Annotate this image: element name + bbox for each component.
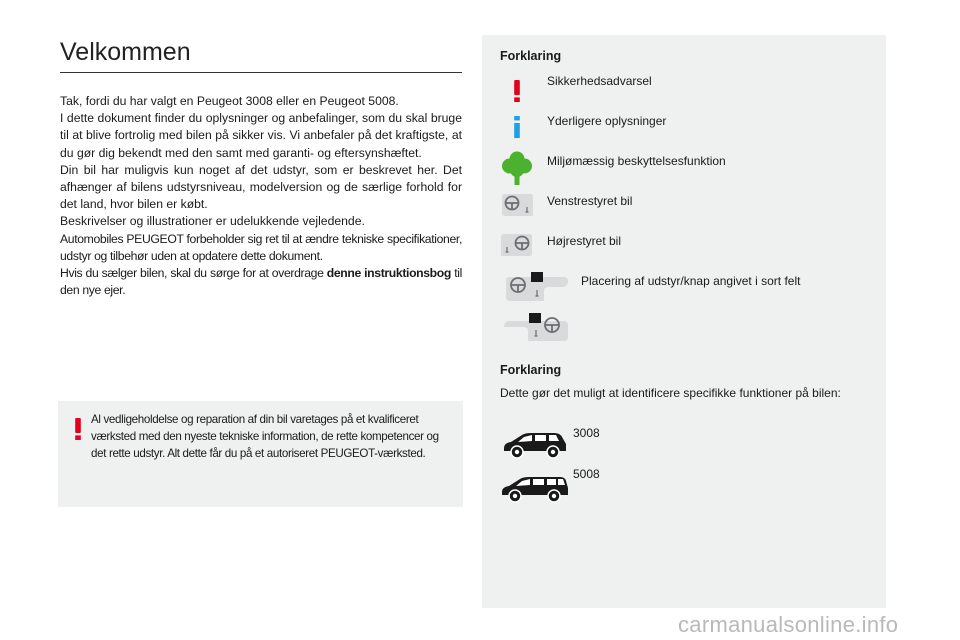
exclamation-icon <box>74 418 82 440</box>
intro-paragraph-3: Din bil har muligvis kun noget af det udstyr, som er beskrevet her. Det afhænger af bilens udstyrsniveau, modelversion og de særlige forhold for det land, hvor bilen er købt. <box>60 162 462 212</box>
left-hand-drive-icon <box>500 191 534 219</box>
maintenance-warning-box <box>58 401 463 507</box>
legend-heading-models: Forklaring <box>500 363 562 377</box>
maintenance-warning-text: Al vedligeholdelse og reparation af din bil varetages på et kvalificeret værksted med den nyeste tekniske information, de rette kompetencer og det rette udstyr. Alt dette får du på et autoriseret PEUGEOT-værksted. <box>91 413 439 461</box>
legend-label-lhd: Venstrestyret bil <box>547 194 633 208</box>
suv-3008-icon <box>502 431 568 459</box>
title-divider <box>60 72 462 73</box>
legend-label-rhd: Højrestyret bil <box>547 234 622 248</box>
tree-icon <box>502 151 532 185</box>
suv-5008-icon <box>500 475 570 503</box>
equipment-location-rhd-icon <box>502 311 570 343</box>
intro-paragraph-5: Automobiles PEUGEOT forbeholder sig ret til at ændre tekniske specifikationer, udstyr og tilbehør uden at opdatere dette dokument. <box>60 231 462 263</box>
legend-label-location: Placering af udstyr/knap angivet i sort felt <box>581 274 801 288</box>
right-hand-drive-icon <box>500 231 534 259</box>
intro-paragraph-2: I dette dokument finder du oplysninger og anbefalinger, som du skal bruge til at blive fortrolig med bilen på sikker vis. Vi anbefaler på det kraftigste, at du gør dig bekendt med den samt med garanti- og eftersynshæftet. <box>60 111 462 160</box>
model-label-5008: 5008 <box>573 467 600 481</box>
intro-paragraph-6: Hvis du sælger bilen, skal du sørge for at overdrage denne instruktionsbog til den nye ejer. <box>60 266 462 298</box>
page-title: Velkommen <box>60 38 191 66</box>
exclamation-icon <box>513 80 521 102</box>
model-label-3008: 3008 <box>573 426 600 440</box>
watermark-text: carmanualsonline.info <box>678 612 899 637</box>
legend-label-safety: Sikkerhedsadvarsel <box>547 74 652 88</box>
legend-label-eco: Miljømæssig beskyttelsesfunktion <box>547 154 726 168</box>
equipment-location-icon <box>502 271 570 303</box>
manual-name-bold: denne instruktionsbog <box>326 266 451 281</box>
legend-label-info: Yderligere oplysninger <box>547 114 667 128</box>
intro-text <box>60 93 462 299</box>
legend-models-description: Dette gør det muligt at identificere specifikke funktioner på bilen: <box>500 386 841 400</box>
intro-paragraph-4: Beskrivelser og illustrationer er udelukkende vejledende. <box>60 214 365 229</box>
legend-heading: Forklaring <box>500 49 562 63</box>
info-icon <box>513 116 521 138</box>
legend-panel <box>482 35 886 608</box>
intro-paragraph-1: Tak, fordi du har valgt en Peugeot 3008 eller en Peugeot 5008. <box>60 94 399 108</box>
